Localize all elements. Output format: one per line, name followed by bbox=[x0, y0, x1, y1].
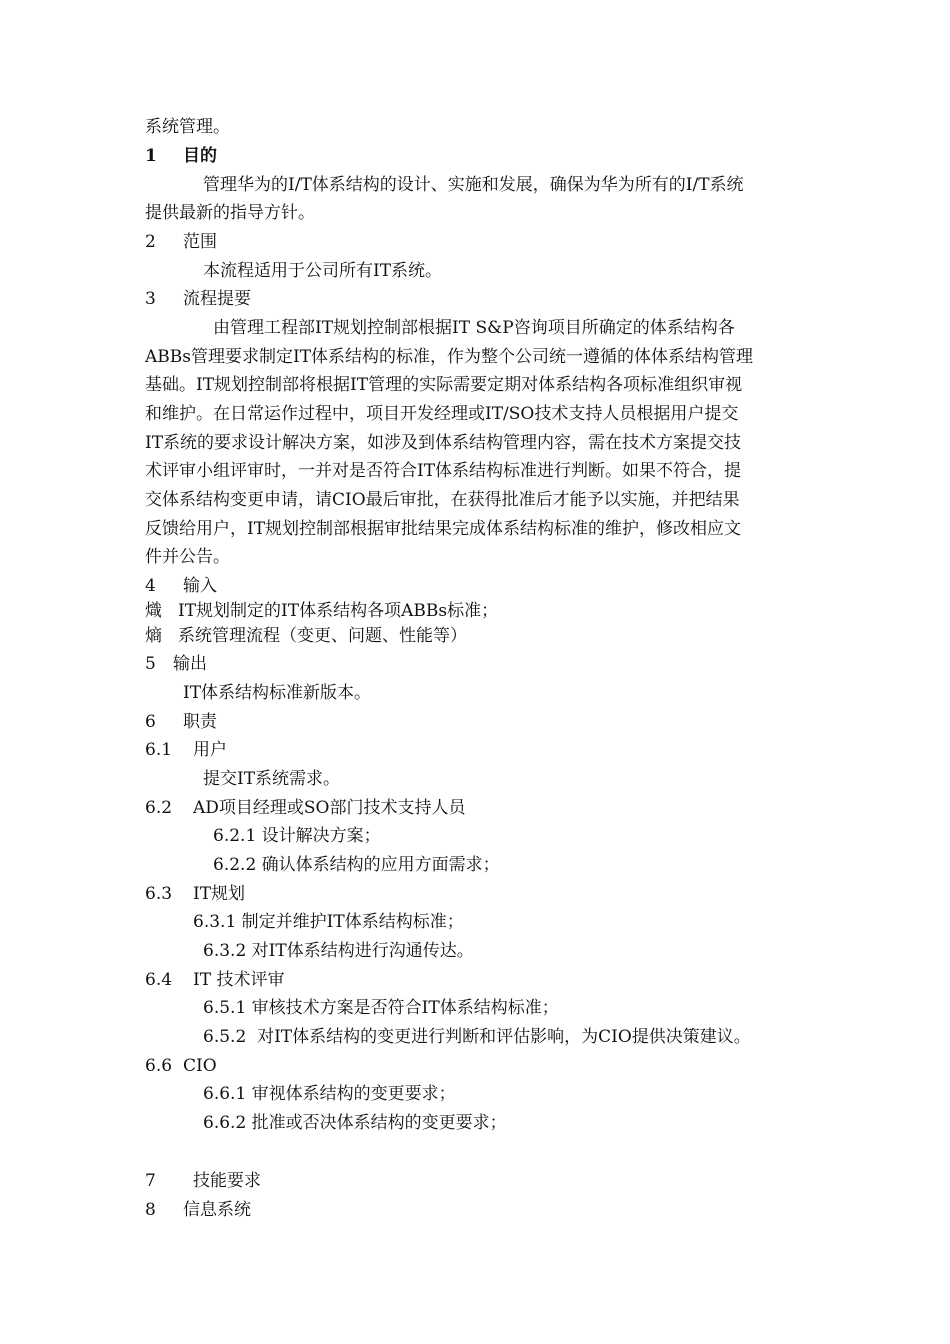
item-6-6-1: 6.6.1 审视体系结构的变更要求； bbox=[203, 1084, 456, 1104]
input-item: IT规划制定的IT体系结构各项ABBs标准； bbox=[178, 601, 499, 621]
section-1-title: 目的 bbox=[183, 146, 217, 166]
section-4-title: 输入 bbox=[183, 576, 217, 596]
input-item: 系统管理流程（变更、问题、性能等） bbox=[178, 626, 467, 646]
section-2-title: 范围 bbox=[183, 232, 217, 252]
subsection-6-1-number: 6.1 bbox=[145, 740, 173, 760]
subsection-6-1-text: 提交IT系统需求。 bbox=[203, 769, 341, 789]
section-3-number: 3 bbox=[145, 289, 156, 309]
item-6-2-1: 6.2.1 设计解决方案； bbox=[213, 826, 381, 846]
subsection-6-4-number: 6.4 bbox=[145, 970, 173, 990]
subsection-6-4-title: IT 技术评审 bbox=[193, 970, 285, 990]
section-3-line: 由管理工程部IT规划控制部根据IT S&P咨询项目所确定的体系结构各 bbox=[213, 318, 735, 338]
section-3-line: 件并公告。 bbox=[145, 547, 230, 567]
subsection-6-3-title: IT规划 bbox=[193, 884, 246, 904]
subsection-6-1-title: 用户 bbox=[193, 740, 227, 760]
section-1-number: 1 bbox=[145, 146, 157, 166]
section-6-title: 职责 bbox=[183, 712, 217, 732]
section-3-title: 流程提要 bbox=[183, 289, 251, 309]
section-4-number: 4 bbox=[145, 576, 156, 596]
section-2-paragraph: 本流程适用于公司所有IT系统。 bbox=[203, 261, 443, 281]
intro-text: 系统管理。 bbox=[145, 117, 230, 137]
subsection-6-2-number: 6.2 bbox=[145, 798, 173, 818]
section-3-line: IT系统的要求设计解决方案，如涉及到体系结构管理内容，需在技术方案提交技 bbox=[145, 433, 742, 453]
section-3-line: 交体系结构变更申请，请CIO最后审批，在获得批准后才能予以实施，并把结果 bbox=[145, 490, 740, 510]
subsection-6-6-title: CIO bbox=[183, 1056, 217, 1076]
section-7-number: 7 bbox=[145, 1171, 156, 1191]
section-3-line: ABBs管理要求制定IT体系结构的标准，作为整个公司统一遵循的体体系结构管理 bbox=[145, 347, 754, 367]
section-3-line: 反馈给用户，IT规划控制部根据审批结果完成体系结构标准的维护，修改相应文 bbox=[145, 519, 742, 539]
section-3-line: 和维护。在日常运作过程中，项目开发经理或IT/SO技术支持人员根据用户提交 bbox=[145, 404, 739, 424]
item-6-6-2: 6.6.2 批准或否决体系结构的变更要求； bbox=[203, 1113, 507, 1133]
section-3-line: 术评审小组评审时，一并对是否符合IT体系结构标准进行判断。如果不符合，提 bbox=[145, 461, 742, 481]
section-7-title: 技能要求 bbox=[193, 1171, 261, 1191]
subsection-6-3-number: 6.3 bbox=[145, 884, 173, 904]
section-5-paragraph: IT体系结构标准新版本。 bbox=[183, 683, 372, 703]
item-6-5-1: 6.5.1 审核技术方案是否符合IT体系结构标准； bbox=[203, 998, 559, 1018]
item-6-3-2: 6.3.2 对IT体系结构进行沟通传达。 bbox=[203, 941, 474, 961]
section-1-paragraph-cont: 提供最新的指导方针。 bbox=[145, 203, 315, 223]
section-1-paragraph: 管理华为的I/T体系结构的设计、实施和发展，确保为华为所有的I/T系统 bbox=[203, 175, 744, 195]
item-6-5-2: 6.5.2 对IT体系结构的变更进行判断和评估影响，为CIO提供决策建议。 bbox=[203, 1027, 751, 1047]
item-6-2-2: 6.2.2 确认体系结构的应用方面需求； bbox=[213, 855, 500, 875]
section-3-line: 基础。IT规划控制部将根据IT管理的实际需要定期对体系结构各项标准组织审视 bbox=[145, 375, 743, 395]
bullet-glyph: 熾 bbox=[145, 601, 162, 621]
item-6-3-1: 6.3.1 制定并维护IT体系结构标准； bbox=[193, 912, 464, 932]
section-2-number: 2 bbox=[145, 232, 156, 252]
subsection-6-2-title: AD项目经理或SO部门技术支持人员 bbox=[193, 798, 466, 818]
bullet-glyph: 熵 bbox=[145, 626, 162, 646]
section-5-title: 输出 bbox=[173, 654, 207, 674]
section-8-title: 信息系统 bbox=[183, 1200, 251, 1220]
subsection-6-6-number: 6.6 bbox=[145, 1056, 173, 1076]
section-6-number: 6 bbox=[145, 712, 156, 732]
section-5-number: 5 bbox=[145, 654, 156, 674]
section-8-number: 8 bbox=[145, 1200, 156, 1220]
